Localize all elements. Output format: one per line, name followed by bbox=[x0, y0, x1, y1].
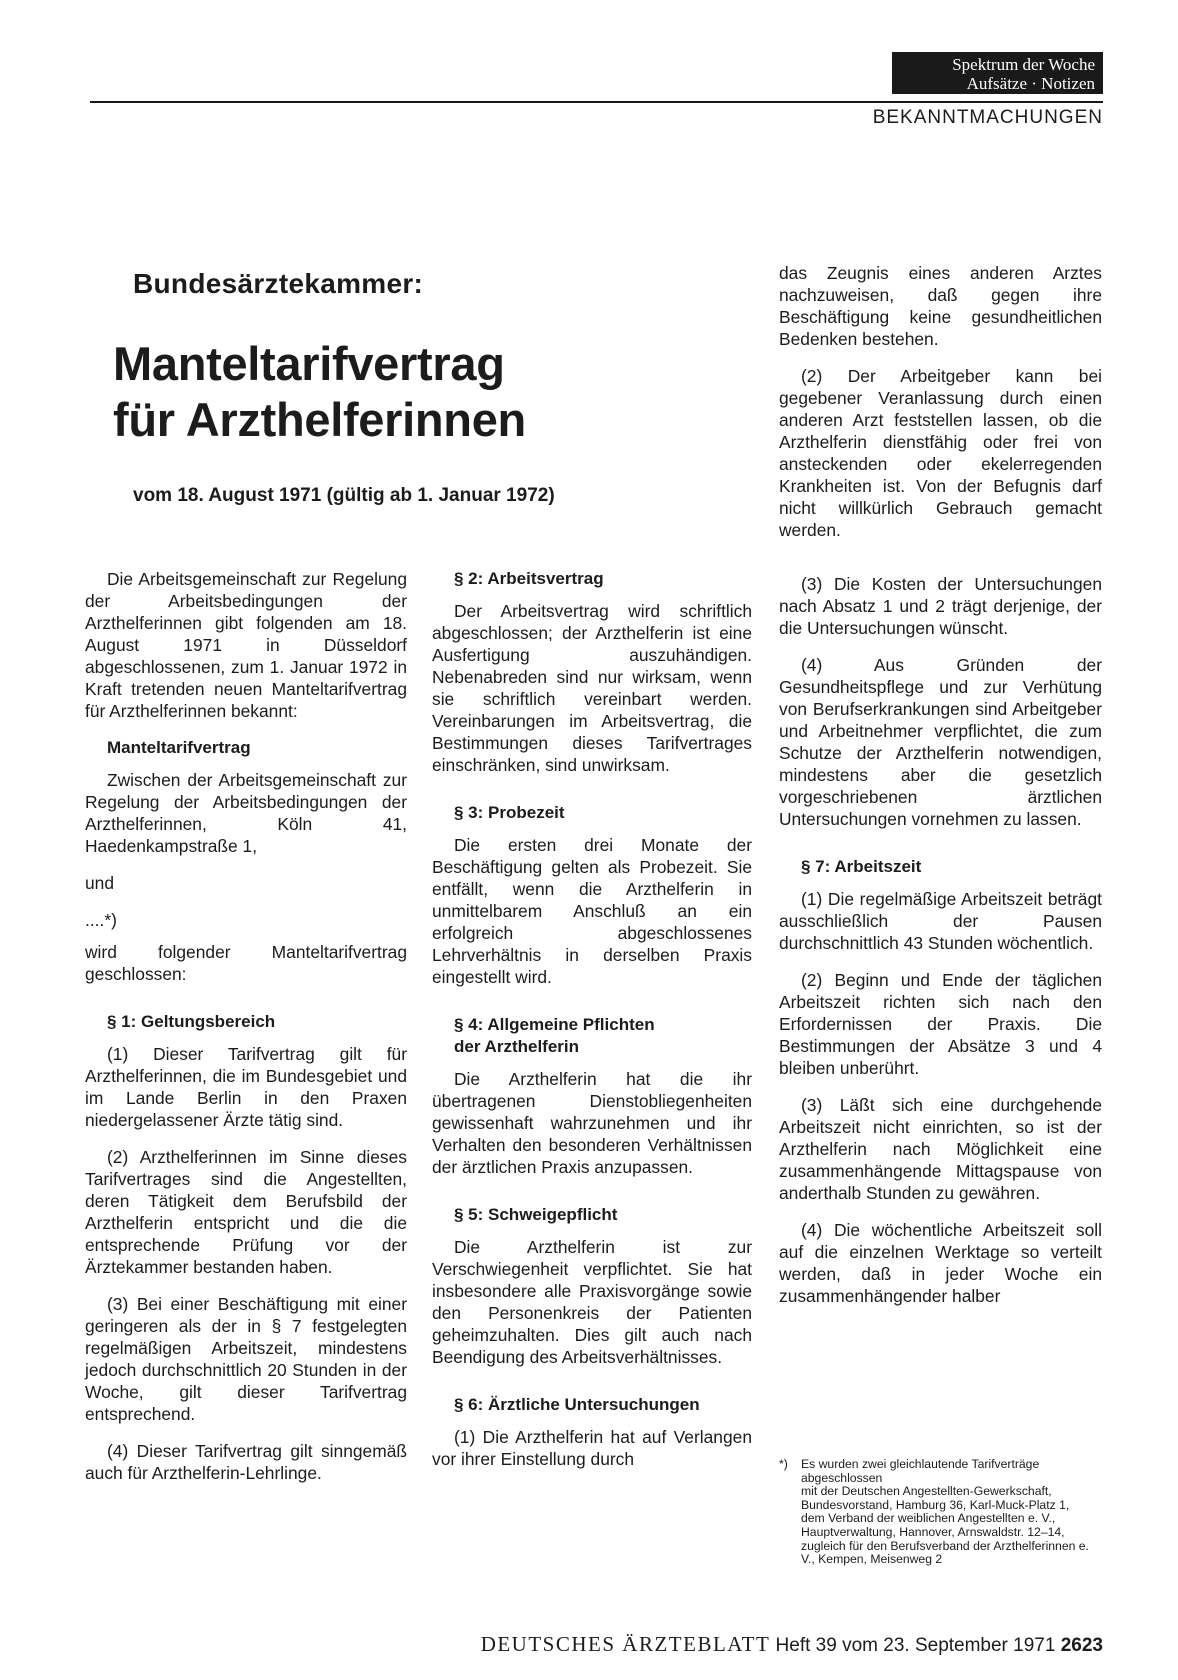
article-subtitle: vom 18. August 1971 (gültig ab 1. Januar 1972) bbox=[133, 485, 555, 506]
parties-paragraph: Zwischen der Arbeitsgemeinschaft zur Regelung der Arbeitsbedingungen der Arzthelferinnen, Köln 41, Haedenkampstraße 1, bbox=[85, 770, 407, 856]
footnote-line-1: Es wurden zwei gleichlautende Tarifverträge abgeschlossen bbox=[801, 1457, 1040, 1485]
column-2 bbox=[432, 568, 752, 1485]
s6-paragraph-4: (4) Aus Gründen der Gesundheitspflege und zur Verhütung von Berufserkrankungen sind Arbeitgeber und Arbeitnehmer verpflichtet, die zum Schutze der Arzthelferin notwendigen, mindestens aber die gesetzlich vorgeschriebenen ärztlichen Untersuchungen vornehmen zu lassen. bbox=[779, 655, 1102, 829]
footnote-marker: *) bbox=[779, 1457, 788, 1471]
heading-s4-line2: der Arzthelferin bbox=[454, 1037, 580, 1056]
s4-paragraph-1: Die Arzthelferin hat die ihr übertragenen Dienstobliegenheiten gewissenhaft wahrzunehmen und ihr Verhalten den besonderen Verhältnissen der ärztlichen Praxis anzupassen. bbox=[432, 1069, 752, 1177]
article-title bbox=[113, 336, 526, 448]
category-label: BEKANNTMACHUNGEN bbox=[872, 107, 1103, 128]
footnote-line-2: mit der Deutschen Angestellten-Gewerkschaft, Bundesvorstand, Hamburg 36, Karl-Muck-Platz 1, bbox=[801, 1484, 1070, 1512]
s1-paragraph-2: (2) Arzthelferinnen im Sinne dieses Tarifvertrages sind die Angestellten, deren Tätigkeit dem Berufsbild der Arzthelferin entspricht und die die entsprechende Prüfung vor der Ärztekammer bestanden haben. bbox=[85, 1147, 407, 1277]
heading-s3: § 3: Probezeit bbox=[454, 803, 565, 822]
heading-manteltarifvertrag: Manteltarifvertrag bbox=[107, 738, 251, 757]
page-footer bbox=[425, 1632, 1103, 1657]
s7-paragraph-3: (3) Läßt sich eine durchgehende Arbeitszeit nicht einrichten, so ist der Arzthelferin nach Möglichkeit eine zusammenhängende Mittagspause von anderthalb Stunden zu gewähren. bbox=[779, 1095, 1102, 1203]
s7-paragraph-2: (2) Beginn und Ende der täglichen Arbeitszeit richten sich nach den Erfordernissen der Praxis. Die Bestimmungen der Absätze 3 und 4 bleiben unberührt. bbox=[779, 970, 1102, 1078]
s6-paragraph-3: (3) Die Kosten der Untersuchungen nach Absatz 1 und 2 trägt derjenige, der die Untersuchungen wünscht. bbox=[779, 574, 1102, 638]
s1-paragraph-4: (4) Dieser Tarifvertrag gilt sinngemäß auch für Arzthelferin-Lehrlinge. bbox=[85, 1441, 407, 1483]
dots-line: ....*) bbox=[85, 910, 117, 930]
intro-paragraph: Die Arbeitsgemeinschaft zur Regelung der Arbeitsbedingungen der Arzthelferinnen gibt folgenden am 18. August 1971 in Düsseldorf abgeschlossenen, zum 1. Januar 1972 in Kraft tretenden neuen Manteltarifvertrag für Arzthelferinnen bekannt: bbox=[85, 569, 407, 721]
column-3-top bbox=[779, 262, 1102, 556]
section-label-line2: Aufsätze · Notizen bbox=[966, 74, 1095, 93]
article-kicker: Bundesärztekammer: bbox=[133, 268, 424, 299]
column-3 bbox=[779, 573, 1102, 1322]
footnote bbox=[779, 1458, 1102, 1567]
s6-paragraph-1: (1) Die Arzthelferin hat auf Verlangen vor ihrer Einstellung durch bbox=[432, 1427, 752, 1469]
s7-paragraph-1: (1) Die regelmäßige Arbeitszeit beträgt ausschließlich der Pausen durchschnittlich 43 Stunden wöchentlich. bbox=[779, 889, 1102, 953]
column-1 bbox=[85, 568, 407, 1499]
heading-s5: § 5: Schweigepflicht bbox=[454, 1205, 618, 1224]
heading-s7: § 7: Arbeitszeit bbox=[801, 857, 922, 876]
s2-paragraph-1: Der Arbeitsvertrag wird schriftlich abgeschlossen; der Arzthelferin ist eine Ausfertigung auszuhändigen. Nebenabreden sind nur wirksam, wenn sie schriftlich vereinbart werden. Vereinbarungen im Arbeitsvertrag, die Bestimmungen dieses Tarifvertrages einschränken, sind unwirksam. bbox=[432, 601, 752, 775]
s5-paragraph-1: Die Arzthelferin ist zur Verschwiegenheit verpflichtet. Sie hat insbesondere alle Praxisvorgänge sowie den Personenkreis der Patienten geheimzuhalten. Dies gilt auch nach Beendigung des Arbeitsverhältnisses. bbox=[432, 1237, 752, 1367]
s6-continuation: das Zeugnis eines anderen Arztes nachzuweisen, daß gegen ihre Beschäftigung keine gesundheitlichen Bedenken bestehen. bbox=[779, 263, 1102, 349]
s3-paragraph-1: Die ersten drei Monate der Beschäftigung gelten als Probezeit. Sie entfällt, wenn die Arzthelferin in unmittelbarem Anschluß an ein erfolgreich abgeschlossenes Lehrverhältnis in derselben Praxis eingestellt wird. bbox=[432, 835, 752, 987]
heading-s4-line1: § 4: Allgemeine Pflichten bbox=[454, 1015, 655, 1034]
heading-s2: § 2: Arbeitsvertrag bbox=[454, 569, 604, 588]
s7-paragraph-4: (4) Die wöchentliche Arbeitszeit soll auf die einzelnen Werktage so verteilt werden, daß in jeder Woche ein zusammenhängender halber bbox=[779, 1220, 1102, 1306]
section-label-box bbox=[892, 52, 1103, 94]
footnote-line-3: dem Verband der weiblichen Angestellten e. V., Hauptverwaltung, Hannover, Arnswaldstr. 12–14, zugleich für den Berufsverband der Arzthelferinnen e. V., Kempen, Meisenweg 2 bbox=[801, 1511, 1089, 1567]
concluded-paragraph: wird folgender Manteltarifvertrag geschlossen: bbox=[85, 942, 407, 984]
issue-info: Heft 39 vom 23. September 1971 bbox=[775, 1635, 1056, 1656]
heading-s1: § 1: Geltungsbereich bbox=[107, 1012, 276, 1031]
und-line: und bbox=[85, 873, 115, 893]
s6-paragraph-2: (2) Der Arbeitgeber kann bei gegebener Veranlassung durch einen anderen Arzt feststellen lassen, ob die Arzthelferin dienstfähig oder frei von ansteckenden oder ekelerregenden Krankheiten ist. Von der Befugnis darf nicht willkürlich Gebrauch gemacht werden. bbox=[779, 366, 1102, 540]
header-rule bbox=[90, 101, 1103, 103]
heading-s4 bbox=[432, 1014, 752, 1058]
page-number: 2623 bbox=[1060, 1635, 1103, 1656]
s1-paragraph-1: (1) Dieser Tarifvertrag gilt für Arzthelferinnen, die im Bundesgebiet und im Lande Berlin in den Praxen niedergelassener Ärzte tätig sind. bbox=[85, 1044, 407, 1130]
journal-name: DEUTSCHES ÄRZTEBLATT bbox=[480, 1632, 771, 1656]
s1-paragraph-3: (3) Bei einer Beschäftigung mit einer geringeren als der in § 7 festgelegten regelmäßigen Arbeitszeit, mindestens jedoch durchschnittlich 20 Stunden in der Woche, gilt dieser Tarifvertrag entsprechend. bbox=[85, 1294, 407, 1424]
article-title-line1: Manteltarifvertrag bbox=[113, 337, 505, 390]
section-label-line1: Spektrum der Woche bbox=[952, 55, 1095, 74]
article-title-line2: für Arzthelferinnen bbox=[113, 393, 526, 446]
heading-s6: § 6: Ärztliche Untersuchungen bbox=[454, 1395, 700, 1414]
